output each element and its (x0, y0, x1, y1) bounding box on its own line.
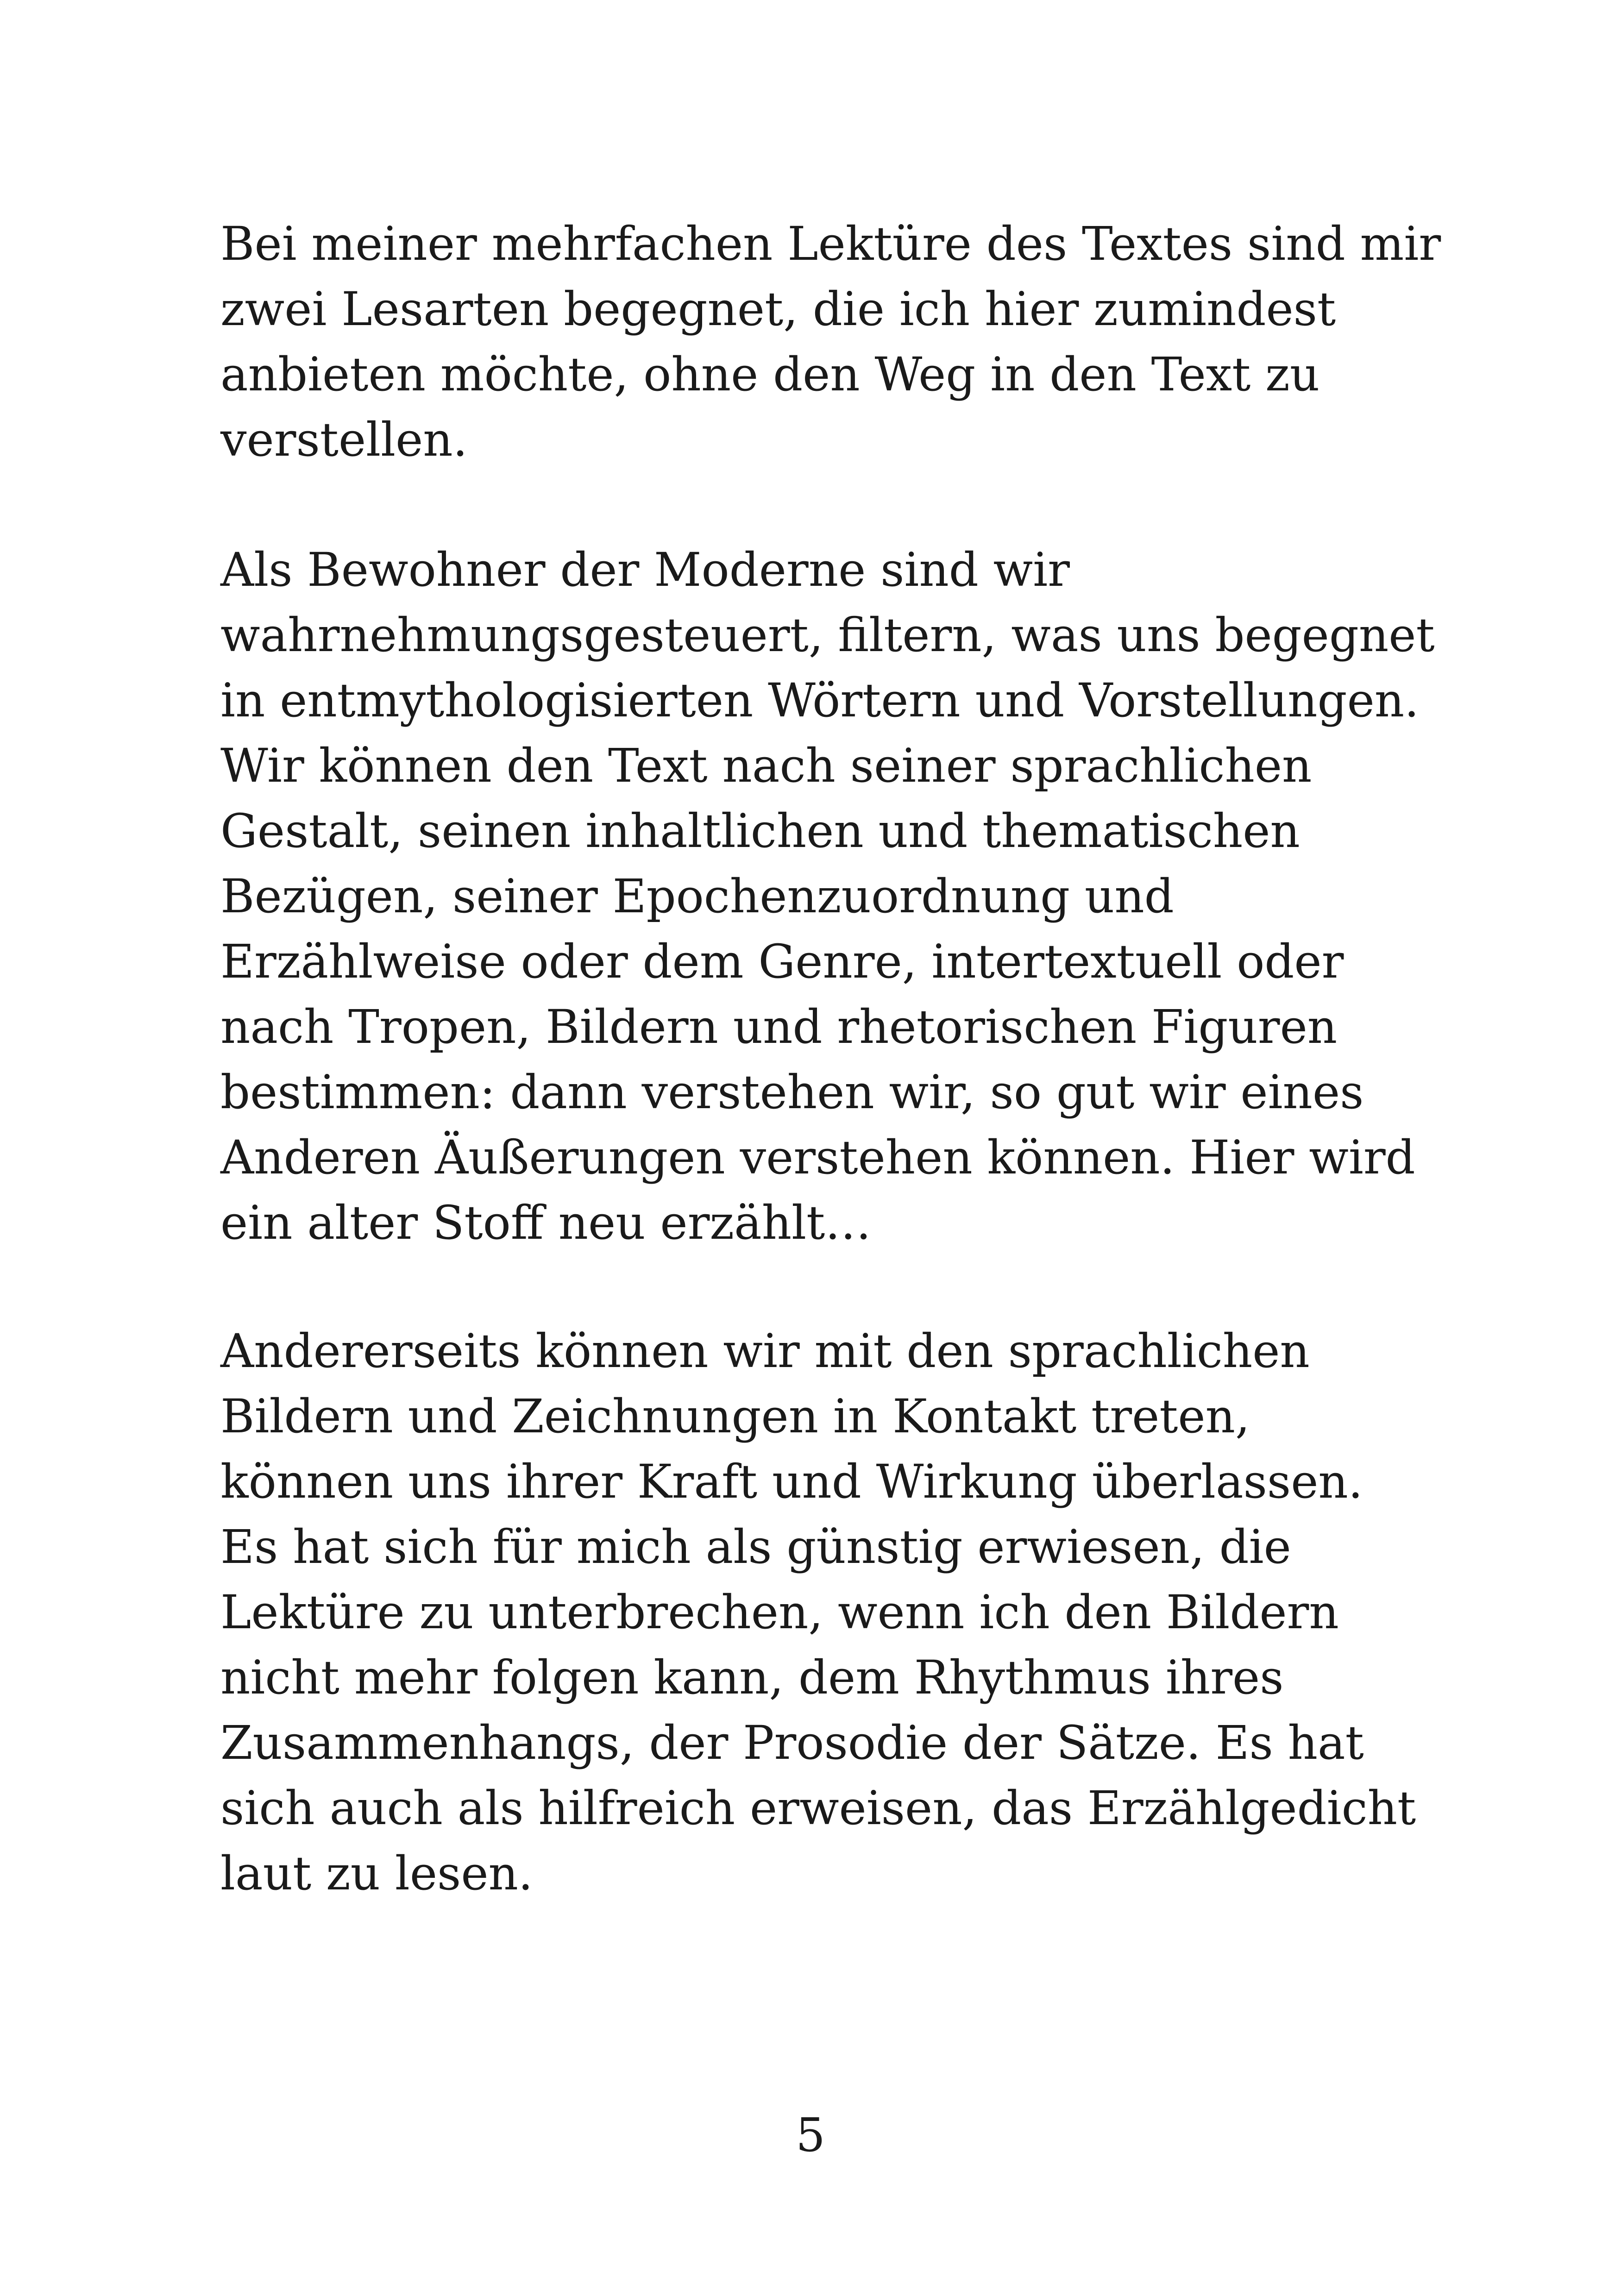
text-line: können uns ihrer Kraft und Wirkung überlassen. (220, 1455, 1363, 1509)
text-line: Anderen Äußerungen verstehen können. Hier wird (220, 1130, 1415, 1185)
text-line: Bildern und Zeichnungen in Kontakt treten, (220, 1389, 1250, 1443)
text-line: Wir können den Text nach seiner sprachlichen (220, 739, 1312, 793)
text-line: Zusammenhangs, der Prosodie der Sätze. Es hat (220, 1716, 1364, 1770)
text-line: Lektüre zu unterbrechen, wenn ich den Bildern (220, 1585, 1339, 1639)
text-line: laut zu lesen. (220, 1846, 533, 1901)
text-line: Gestalt, seinen inhaltlichen und thematischen (220, 804, 1300, 858)
text-line: zwei Lesarten begegnet, die ich hier zumindest (220, 282, 1336, 336)
paragraph-1 (220, 211, 1471, 472)
text-line: Als Bewohner der Moderne sind wir (220, 543, 1070, 597)
text-line: in entmythologisierten Wörtern und Vorstellungen. (220, 673, 1419, 728)
text-line: wahrnehmungsgesteuert, filtern, was uns begegnet (220, 608, 1435, 662)
text-line: sich auch als hilfreich erweisen, das Erzählgedicht (220, 1781, 1416, 1835)
text-line: nach Tropen, Bildern und rhetorischen Figuren (220, 1000, 1338, 1054)
text-line: Bei meiner mehrfachen Lektüre des Textes sind mir (220, 217, 1441, 271)
text-line: nicht mehr folgen kann, dem Rhythmus ihres (220, 1650, 1284, 1705)
text-line: ein alter Stoff neu erzählt… (220, 1196, 872, 1250)
page-number: 5 (796, 2108, 825, 2162)
paragraph-3 (220, 1318, 1471, 1906)
text-line: Es hat sich für mich als günstig erwiesen, die (220, 1520, 1291, 1574)
text-line: Andererseits können wir mit den sprachlichen (220, 1324, 1310, 1378)
text-line: anbieten möchte, ohne den Weg in den Text zu (220, 347, 1320, 401)
text-line: verstellen. (220, 413, 468, 467)
text-line: bestimmen: dann verstehen wir, so gut wir eines (220, 1065, 1364, 1119)
text-line: Erzählweise oder dem Genre, intertextuell oder (220, 935, 1344, 989)
paragraph-2 (220, 537, 1471, 1255)
text-line: Bezügen, seiner Epochenzuordnung und (220, 869, 1174, 923)
